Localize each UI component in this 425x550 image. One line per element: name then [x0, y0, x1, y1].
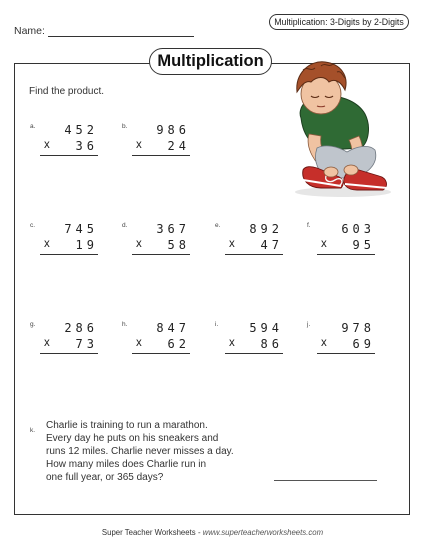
- problem-label: b.: [122, 123, 128, 130]
- answer-rule: [317, 353, 375, 354]
- multiplier: 36: [75, 139, 98, 153]
- multiplier: 86: [260, 337, 283, 351]
- left-hand: [324, 167, 338, 177]
- answer-rule: [40, 254, 98, 255]
- times-sign: x: [136, 337, 142, 349]
- word-problem-text: [46, 419, 266, 484]
- word-problem-line: How many miles does Charlie run in: [46, 459, 207, 470]
- problem-g: [30, 321, 110, 365]
- multiplicand: 892: [249, 222, 283, 236]
- problem-a: [30, 123, 110, 167]
- answer-rule: [225, 353, 283, 354]
- answer-rule: [132, 353, 190, 354]
- times-sign: x: [136, 238, 142, 250]
- problem-label: j.: [307, 321, 311, 328]
- problem-label: a.: [30, 123, 36, 130]
- multiplicand: 978: [341, 321, 375, 335]
- answer-rule: [132, 254, 190, 255]
- times-sign: x: [44, 337, 50, 349]
- problem-j: [307, 321, 387, 365]
- answer-rule: [132, 155, 190, 156]
- footer-site-link[interactable]: www.superteacherworksheets.com: [202, 528, 324, 537]
- answer-rule: [40, 155, 98, 156]
- times-sign: x: [44, 238, 50, 250]
- problem-c: [30, 222, 110, 266]
- problem-i: [215, 321, 295, 365]
- multiplicand: 286: [64, 321, 98, 335]
- problem-f: [307, 222, 387, 266]
- multiplicand: 603: [341, 222, 375, 236]
- answer-rule: [317, 254, 375, 255]
- multiplicand: 594: [249, 321, 283, 335]
- multiplicand: 986: [156, 123, 190, 137]
- times-sign: x: [321, 238, 327, 250]
- boy-tying-shoes-illustration: [287, 56, 397, 198]
- problem-b: [122, 123, 202, 167]
- problem-label: f.: [307, 222, 311, 229]
- name-label: Name:: [14, 25, 45, 37]
- multiplicand: 745: [64, 222, 98, 236]
- right-hand: [344, 165, 358, 175]
- problem-label: g.: [30, 321, 36, 328]
- times-sign: x: [44, 139, 50, 151]
- problem-label: e.: [215, 222, 221, 229]
- multiplier: 95: [352, 238, 375, 252]
- multiplicand: 847: [156, 321, 190, 335]
- times-sign: x: [136, 139, 142, 151]
- name-line[interactable]: [48, 36, 194, 37]
- multiplier: 24: [167, 139, 190, 153]
- word-problem-line: Charlie is training to run a marathon.: [46, 420, 208, 431]
- times-sign: x: [321, 337, 327, 349]
- answer-rule: [225, 254, 283, 255]
- multiplicand: 367: [156, 222, 190, 236]
- times-sign: x: [229, 238, 235, 250]
- word-problem-label: k.: [30, 427, 36, 434]
- word-problem-line: Every day he puts on his sneakers and: [46, 433, 219, 444]
- answer-rule: [40, 353, 98, 354]
- problem-d: [122, 222, 202, 266]
- problem-label: c.: [30, 222, 36, 229]
- problem-label: h.: [122, 321, 128, 328]
- multiplicand: 452: [64, 123, 98, 137]
- instructions: Find the product.: [29, 86, 105, 97]
- problem-e: [215, 222, 295, 266]
- topic-badge: Multiplication: 3-Digits by 2-Digits: [269, 14, 409, 30]
- worksheet-title: Multiplication: [149, 48, 272, 75]
- footer-brand: Super Teacher Worksheets: [101, 528, 196, 537]
- word-problem-line: runs 12 miles. Charlie never misses a day.: [46, 446, 234, 457]
- problem-label: i.: [215, 321, 219, 328]
- footer: [0, 528, 425, 537]
- problem-h: [122, 321, 202, 365]
- times-sign: x: [229, 337, 235, 349]
- multiplier: 19: [75, 238, 98, 252]
- footer-separator: -: [195, 528, 203, 537]
- multiplier: 62: [167, 337, 190, 351]
- word-problem-answer-line[interactable]: [274, 480, 377, 481]
- multiplier: 58: [167, 238, 190, 252]
- multiplier: 47: [260, 238, 283, 252]
- word-problem-line: one full year, or 365 days?: [46, 472, 164, 483]
- multiplier: 73: [75, 337, 98, 351]
- multiplier: 69: [352, 337, 375, 351]
- problem-label: d.: [122, 222, 128, 229]
